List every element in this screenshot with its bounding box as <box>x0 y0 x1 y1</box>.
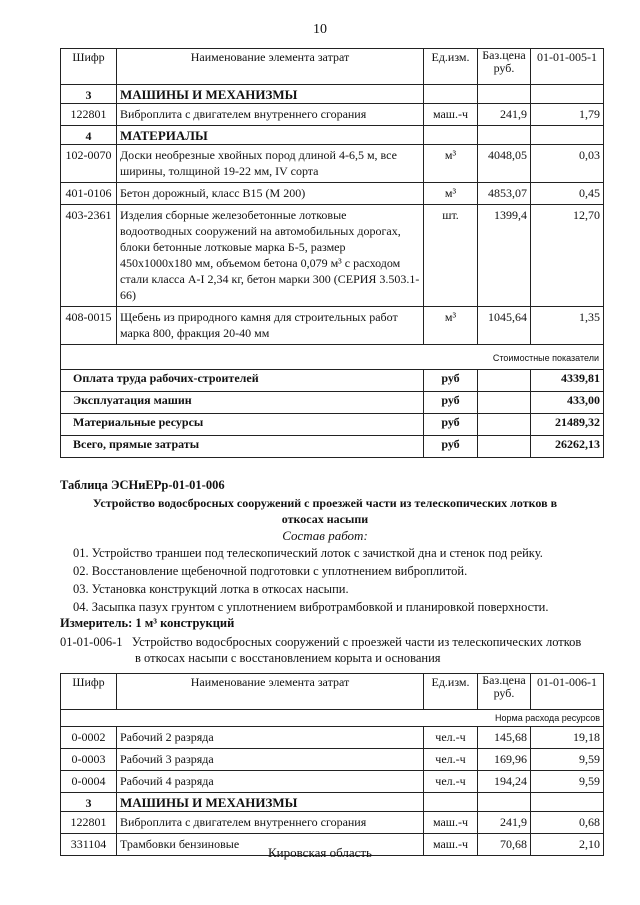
norm-caption: Норма расхода ресурсов <box>61 710 604 727</box>
row-value: 0,68 <box>531 812 604 834</box>
header-unit: Ед.изм. <box>424 674 478 710</box>
row-code: 401-0106 <box>61 183 117 205</box>
section-code: 3 <box>61 793 117 812</box>
table-header-row <box>61 674 604 710</box>
row-price: 1399,4 <box>478 205 531 307</box>
work-item-1: 01. Устройство траншеи под телескопический лоток с зачисткой дна и стенок под рейку. <box>73 546 543 560</box>
summary-empty <box>478 370 531 392</box>
row-unit: чел.-ч <box>424 749 478 771</box>
footer-region: Кировская область <box>267 845 372 860</box>
header-unit: Ед.изм. <box>424 49 478 85</box>
row-code: 408-0015 <box>61 307 117 345</box>
table-row <box>61 183 604 205</box>
unit-cell <box>424 793 478 812</box>
row-value: 0,45 <box>531 183 604 205</box>
unit-cell <box>424 126 478 145</box>
header-norm: 01-01-006-1 <box>531 674 604 710</box>
work-item-4: 04. Засыпка пазух грунтом с уплотнением вибротрамбовкой и планировкой поверхности. <box>73 600 549 614</box>
row-name: Изделия сборные железобетонные лотковые водоотводных сооружений на автомобильных дорогах, блоки бетонные лотковые марка Б-5, размер 450х1000х180 мм, объемом бетона 0,079 м³ с расходом стали класса А-I 2,34 кг, бетон марки 300 (СЕРИЯ 3.503.1-66) <box>117 205 424 307</box>
row-code: 0-0004 <box>61 771 117 793</box>
composition-title: Состав работ: <box>282 528 368 543</box>
table-header-row <box>61 49 604 85</box>
row-code: 0-0002 <box>61 727 117 749</box>
row-code: 122801 <box>61 104 117 126</box>
row-unit: маш.-ч <box>424 812 478 834</box>
norm-code: 01-01-006-1 <box>60 635 123 649</box>
row-unit: шт. <box>424 205 478 307</box>
table-heading-line-2: откосах насыпи <box>281 512 369 526</box>
summary-label: Эксплуатация машин <box>61 392 424 414</box>
section-code: 3 <box>61 85 117 104</box>
table-row <box>61 205 604 307</box>
unit-cell <box>424 85 478 104</box>
row-unit: м³ <box>424 183 478 205</box>
table-row <box>61 727 604 749</box>
row-code: 102-0070 <box>61 145 117 183</box>
section-row <box>61 793 604 812</box>
row-name: Бетон дорожный, класс В15 (М 200) <box>117 183 424 205</box>
row-name: Рабочий 4 разряда <box>117 771 424 793</box>
summary-label: Всего, прямые затраты <box>61 436 424 458</box>
row-code: 331104 <box>61 834 117 856</box>
row-price: 241,9 <box>478 812 531 834</box>
norm-description-2: в откосах насыпи с восстановлением корыта и основания <box>135 651 441 665</box>
row-value: 2,10 <box>531 834 604 856</box>
header-norm: 01-01-005-1 <box>531 49 604 85</box>
summary-row <box>61 370 604 392</box>
row-value: 0,03 <box>531 145 604 183</box>
row-value: 19,18 <box>531 727 604 749</box>
row-value: 12,70 <box>531 205 604 307</box>
summary-unit: руб <box>424 370 478 392</box>
section-name: МАТЕРИАЛЫ <box>117 126 424 145</box>
summary-value: 26262,13 <box>531 436 604 458</box>
summary-unit: руб <box>424 436 478 458</box>
summary-value: 21489,32 <box>531 414 604 436</box>
section-row <box>61 126 604 145</box>
row-name: Виброплита с двигателем внутреннего сгорания <box>117 812 424 834</box>
row-value: 9,59 <box>531 749 604 771</box>
row-price: 145,68 <box>478 727 531 749</box>
header-code: Шифр <box>61 674 117 710</box>
meter-label: Измеритель: 1 м³ конструкций <box>60 616 235 630</box>
summary-label: Оплата труда рабочих-строителей <box>61 370 424 392</box>
row-unit: чел.-ч <box>424 727 478 749</box>
row-code: 0-0003 <box>61 749 117 771</box>
row-name: Щебень из природного камня для строительных работ марка 800, фракция 20-40 мм <box>117 307 424 345</box>
row-unit: м³ <box>424 307 478 345</box>
table-row <box>61 771 604 793</box>
section-row <box>61 85 604 104</box>
row-code: 122801 <box>61 812 117 834</box>
cost-table-2 <box>60 673 604 856</box>
value-cell <box>531 126 604 145</box>
summary-value: 4339,81 <box>531 370 604 392</box>
header-name: Наименование элемента затрат <box>117 674 424 710</box>
section-code: 4 <box>61 126 117 145</box>
cost-table-1 <box>60 48 604 458</box>
row-price: 70,68 <box>478 834 531 856</box>
row-name: Доски необрезные хвойных пород длиной 4-6,5 м, все ширины, толщиной 19-22 мм, IV сорта <box>117 145 424 183</box>
row-price: 194,24 <box>478 771 531 793</box>
table-row <box>61 145 604 183</box>
summary-caption: Стоимостные показатели <box>61 345 604 370</box>
row-price: 4853,07 <box>478 183 531 205</box>
header-code: Шифр <box>61 49 117 85</box>
price-cell <box>478 85 531 104</box>
summary-value: 433,00 <box>531 392 604 414</box>
row-value: 9,59 <box>531 771 604 793</box>
caption-row <box>61 710 604 727</box>
row-code: 403-2361 <box>61 205 117 307</box>
price-cell <box>478 126 531 145</box>
header-name: Наименование элемента затрат <box>117 49 424 85</box>
table-heading-line-1: Устройство водосбросных сооружений с проезжей части из телескопических лотков в <box>92 496 558 510</box>
row-name: Рабочий 2 разряда <box>117 727 424 749</box>
work-item-2: 02. Восстановление щебеночной подготовки с уплотнением виброплитой. <box>73 564 468 578</box>
page-number: 10 <box>313 22 327 37</box>
summary-row <box>61 436 604 458</box>
summary-row <box>61 414 604 436</box>
header-price: Баз.цена руб. <box>478 49 531 85</box>
row-price: 169,96 <box>478 749 531 771</box>
work-item-3: 03. Установка конструкций лотка в откосах насыпи. <box>73 582 349 596</box>
row-value: 1,79 <box>531 104 604 126</box>
norm-line <box>60 634 600 650</box>
summary-caption-row <box>61 345 604 370</box>
row-price: 241,9 <box>478 104 531 126</box>
row-name: Виброплита с двигателем внутреннего сгорания <box>117 104 424 126</box>
summary-row <box>61 392 604 414</box>
row-value: 1,35 <box>531 307 604 345</box>
row-price: 4048,05 <box>478 145 531 183</box>
summary-label: Материальные ресурсы <box>61 414 424 436</box>
row-name: Рабочий 3 разряда <box>117 749 424 771</box>
value-cell <box>531 793 604 812</box>
row-unit: м³ <box>424 145 478 183</box>
summary-unit: руб <box>424 392 478 414</box>
price-cell <box>478 793 531 812</box>
row-unit: маш.-ч <box>424 834 478 856</box>
table-row <box>61 749 604 771</box>
section-name: МАШИНЫ И МЕХАНИЗМЫ <box>117 85 424 104</box>
table-row <box>61 812 604 834</box>
value-cell <box>531 85 604 104</box>
row-unit: маш.-ч <box>424 104 478 126</box>
row-price: 1045,64 <box>478 307 531 345</box>
header-price: Баз.цена руб. <box>478 674 531 710</box>
summary-empty <box>478 436 531 458</box>
summary-empty <box>478 392 531 414</box>
table-row <box>61 104 604 126</box>
row-unit: чел.-ч <box>424 771 478 793</box>
section-name: МАШИНЫ И МЕХАНИЗМЫ <box>117 793 424 812</box>
summary-empty <box>478 414 531 436</box>
table-title: Таблица ЭСНиЕРр-01-01-006 <box>60 478 225 492</box>
norm-description-1: Устройство водосбросных сооружений с проезжей части из телескопических лотков <box>131 635 582 649</box>
summary-unit: руб <box>424 414 478 436</box>
table-row <box>61 307 604 345</box>
row-name: Трамбовки бензиновые <box>117 834 424 856</box>
